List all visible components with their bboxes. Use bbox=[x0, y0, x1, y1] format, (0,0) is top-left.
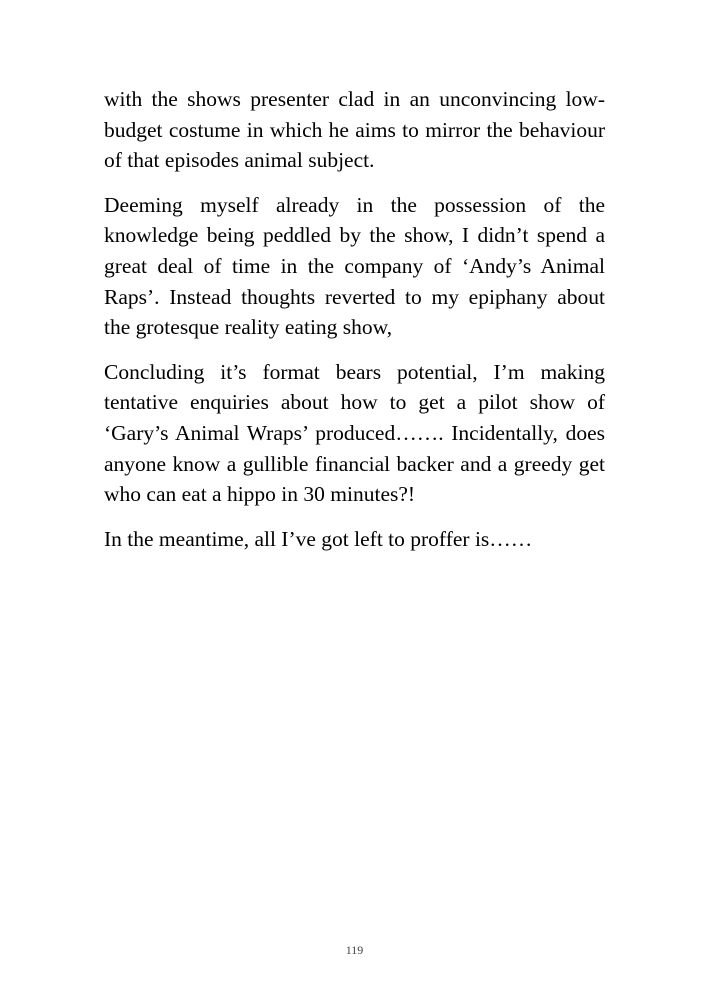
paragraph-1: with the shows presenter clad in an unconvincing low-budget costume in which he aims to mirror the behaviour of that episodes animal subject. bbox=[104, 87, 605, 173]
paragraph-2: Deeming myself already in the possession of the knowledge being peddled by the show, I didn’t spend a great deal of time in the company of ‘Andy’s Animal Raps’. Instead thoughts reverted to my epiphany about the grotesque reality eating show, bbox=[104, 192, 605, 340]
body-text bbox=[104, 84, 605, 568]
paragraph-4: In the meantime, all I’ve got left to proffer is…… bbox=[104, 526, 533, 551]
page-number: 119 bbox=[345, 943, 364, 957]
paragraph-3: Concluding it’s format bears potential, I’m making tentative enquiries about how to get a pilot show of ‘Gary’s Animal Wraps’ produced……. Incidentally, does anyone know a gullible financial backer and a greedy get who can eat a hippo in 30 minutes?! bbox=[104, 359, 605, 507]
